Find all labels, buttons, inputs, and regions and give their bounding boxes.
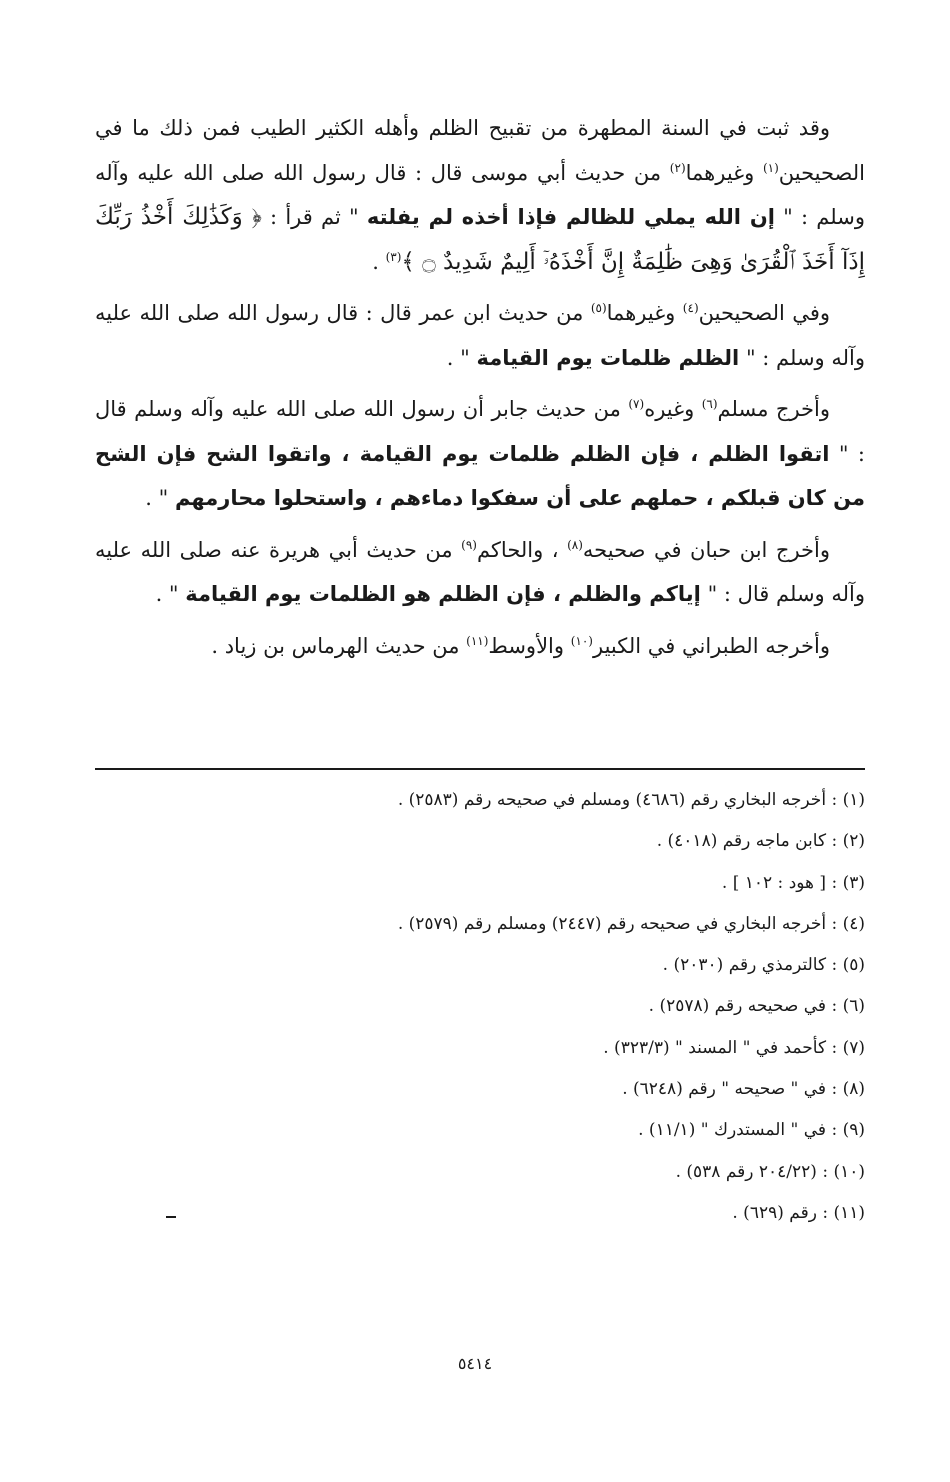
footnote-ref: (١١) <box>466 633 489 648</box>
text-segment: من حديث ابن عمر قال : قال رسول الله صلى الله عليه وآله وسلم : " <box>95 301 865 370</box>
paragraph <box>95 106 865 284</box>
footnote: (١٠) : (٢٠٤/٢٢ رقم ٥٣٨) . <box>675 1161 865 1182</box>
footnote: (٣) : [ هود : ١٠٢ ] . <box>721 872 865 893</box>
hadith-quote: إن الله يملي للظالم فإذا أخذه لم يفلته <box>366 205 775 229</box>
footnote: (٩) : في " المستدرك " (١١/١) . <box>638 1120 865 1141</box>
text-segment: وقد ثبت في السنة المطهرة من تقبيح الظلم وأهله الكثير الطيب فمن ذلك ما في الصحيحين <box>95 116 865 185</box>
footnote-ref: (٩) <box>461 537 477 552</box>
footnote: (٤) : أخرجه البخاري في صحيحه رقم (٢٤٤٧) ومسلم رقم (٢٥٧٩) . <box>397 913 865 934</box>
margin-mark <box>166 1216 176 1218</box>
text-segment: وغيرهما <box>685 160 763 185</box>
text-segment: " . <box>155 582 186 606</box>
text-segment: من حديث الهرماس بن زياد . <box>211 633 467 658</box>
paragraph <box>95 624 865 669</box>
paragraph <box>95 387 865 521</box>
text-segment: " . <box>145 486 175 510</box>
text-segment: . <box>372 249 386 274</box>
text-segment: من حديث جابر أن رسول الله صلى الله عليه وآله وسلم قال : " <box>95 397 865 466</box>
footnote-ref: (٤) <box>682 301 699 315</box>
footnotes <box>95 780 865 1234</box>
footnote: (٨) : في " صحيحه " رقم (٦٢٤٨) . <box>622 1079 865 1100</box>
quran-verse: ﴿ وَكَذَٰلِكَ أَخْذُ رَبِّكَ إِذَآ أَخَذَ ٱلْقُرَىٰ وَهِىَ ظَٰلِمَةٌ إِنَّ أَخْذَهُۥٓ أَلِيمٌ شَدِيدٌ ۝ ﴾ <box>95 204 865 275</box>
text-segment: " ثم قرأ : <box>261 205 367 229</box>
footnote: (٧) : كأحمد في " المسند " (٣٢٣/٣) . <box>603 1037 865 1058</box>
text-segment: وغيرهما <box>606 301 683 325</box>
footnote-ref: (٦) <box>701 397 718 411</box>
text-segment: من حديث أبي موسى قال : قال رسول الله صلى الله عليه وآله وسلم : " <box>95 160 865 229</box>
text-segment: وأخرج مسلم <box>717 397 830 421</box>
text-segment: وأخرج ابن حبان في صحيحه <box>582 537 831 562</box>
hadith-quote: الظلم ظلمات يوم القيامة <box>476 345 740 370</box>
footnote-ref: (٣) <box>385 249 402 264</box>
paragraph <box>95 528 865 617</box>
footnote-ref: (٥) <box>590 301 607 315</box>
footnote-separator <box>95 768 865 770</box>
text-segment: ، والحاكم <box>476 537 568 562</box>
text-segment: وأخرجه الطبراني في الكبير <box>592 633 830 658</box>
hadith-quote: إياكم والظلم ، فإن الظلم هو الظلمات يوم القيامة <box>185 582 701 606</box>
text-segment: وفي الصحيحين <box>698 301 830 325</box>
hadith-quote: اتقوا الظلم ، فإن الظلم ظلمات يوم القيامة ، واتقوا الشح فإن الشح من كان قبلكم ، حملهم على أن سفكوا دماءهم ، واستحلوا محارمهم <box>95 441 865 510</box>
text-segment: والأوسط <box>488 633 571 658</box>
footnote-ref: (١٠) <box>570 633 593 648</box>
footnote: (٦) : في صحيحه رقم (٢٥٧٨) . <box>648 996 865 1017</box>
footnote: (٥) : كالترمذي رقم (٢٠٣٠) . <box>662 955 865 976</box>
text-segment: وغيره <box>644 397 702 421</box>
text-segment: من حديث أبي هريرة عنه صلى الله عليه وآله وسلم قال : " <box>95 537 865 606</box>
footnote: (١) : أخرجه البخاري رقم (٤٦٨٦) ومسلم في صحيحه رقم (٢٥٨٣) . <box>397 790 865 810</box>
main-text <box>95 106 865 668</box>
footnote-ref: (١) <box>762 160 779 175</box>
page-number: ٥٤١٤ <box>457 1354 493 1373</box>
paragraph <box>95 291 865 380</box>
footnote: (١١) : رقم (٦٢٩) . <box>732 1202 865 1223</box>
footnote: (٢) : كابن ماجه رقم (٤٠١٨) . <box>656 831 865 852</box>
text-segment: " . <box>446 345 477 370</box>
footnote-ref: (٧) <box>628 397 645 411</box>
footnote-ref: (٨) <box>567 537 583 552</box>
footnote-ref: (٢) <box>669 160 686 175</box>
